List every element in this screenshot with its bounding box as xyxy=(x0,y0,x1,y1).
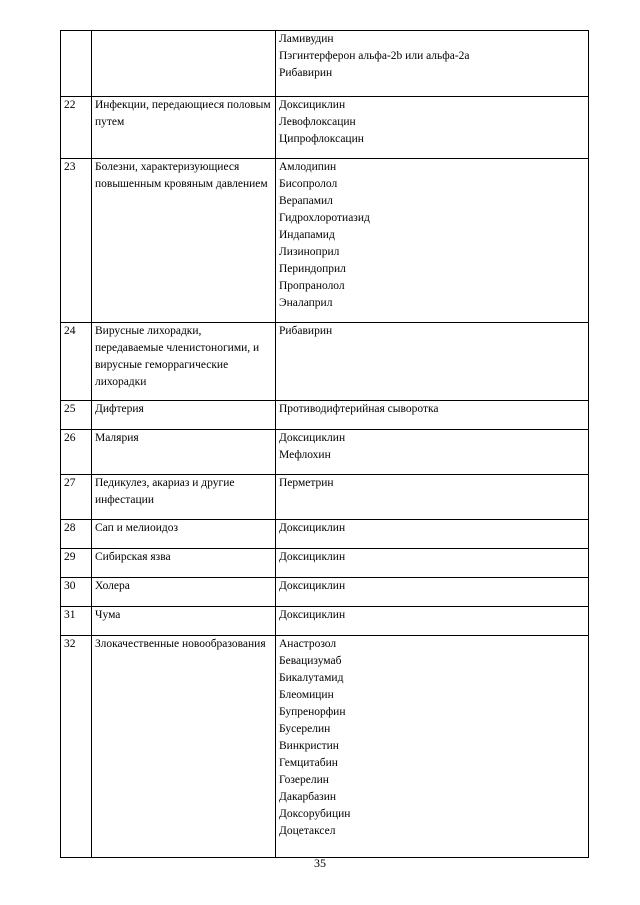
drug-name: Противодифтерийная сыворотка xyxy=(279,403,439,415)
disease-cell xyxy=(92,636,276,858)
drugs-cell xyxy=(276,636,589,858)
row-number: 28 xyxy=(64,522,76,534)
drug-name: Доксициклин xyxy=(279,609,346,621)
table-row xyxy=(61,401,589,430)
drug-name: Доксициклин xyxy=(279,580,346,592)
row-number-cell xyxy=(61,401,92,430)
drugs-cell xyxy=(276,323,589,401)
row-number: 31 xyxy=(64,609,76,621)
disease-name: Сап и мелиоидоз xyxy=(95,522,179,534)
disease-cell xyxy=(92,520,276,549)
drug-name: Ламивудин xyxy=(279,33,334,45)
disease-name: Сибирская язва xyxy=(95,551,171,563)
row-number: 23 xyxy=(64,161,76,173)
table-row xyxy=(61,97,589,159)
row-number-cell xyxy=(61,549,92,578)
drug-name: Лизиноприл xyxy=(279,246,340,258)
drug-name: Мефлохин xyxy=(279,449,331,461)
drugs-cell xyxy=(276,31,589,97)
row-number: 30 xyxy=(64,580,76,592)
drugs-cell xyxy=(276,578,589,607)
drug-name: Перметрин xyxy=(279,477,334,489)
disease-cell xyxy=(92,549,276,578)
drug-name: Гемцитабин xyxy=(279,757,338,769)
row-number: 26 xyxy=(64,432,76,444)
disease-name: Педикулез, акариаз и другие инфестации xyxy=(95,477,235,506)
drug-table xyxy=(60,30,589,858)
drug-name: Анастрозол xyxy=(279,638,337,650)
row-number: 24 xyxy=(64,325,76,337)
drug-name: Доксициклин xyxy=(279,99,346,111)
drug-name: Бевацизумаб xyxy=(279,655,342,667)
drug-name: Рибавирин xyxy=(279,325,333,337)
row-number-cell xyxy=(61,430,92,475)
drug-name: Индапамид xyxy=(279,229,335,241)
drug-name: Амлодипин xyxy=(279,161,337,173)
drugs-cell xyxy=(276,97,589,159)
drug-name: Бисопролол xyxy=(279,178,338,190)
table-row xyxy=(61,159,589,323)
drug-name: Доксициклин xyxy=(279,432,346,444)
drugs-cell xyxy=(276,607,589,636)
disease-name: Вирусные лихорадки, передаваемые членистоногими, и вирусные геморрагические лихорадки xyxy=(95,325,260,388)
table-row xyxy=(61,31,589,97)
row-number: 27 xyxy=(64,477,76,489)
drug-name: Бупренорфин xyxy=(279,706,346,718)
drug-name: Пропранолол xyxy=(279,280,345,292)
drug-name: Гозерелин xyxy=(279,774,329,786)
table-row xyxy=(61,578,589,607)
page-number: 35 xyxy=(314,856,326,870)
drugs-cell xyxy=(276,520,589,549)
drug-name: Верапамил xyxy=(279,195,333,207)
row-number-cell xyxy=(61,323,92,401)
drug-name: Доксициклин xyxy=(279,522,346,534)
row-number: 29 xyxy=(64,551,76,563)
drug-name: Доксорубицин xyxy=(279,808,351,820)
row-number-cell xyxy=(61,97,92,159)
row-number-cell xyxy=(61,607,92,636)
disease-cell xyxy=(92,159,276,323)
drug-name: Периндоприл xyxy=(279,263,346,275)
drug-name: Блеомицин xyxy=(279,689,334,701)
table-row xyxy=(61,430,589,475)
table-row xyxy=(61,607,589,636)
row-number-cell xyxy=(61,636,92,858)
disease-name: Инфекции, передающиеся половым путем xyxy=(95,99,271,128)
row-number: 22 xyxy=(64,99,76,111)
disease-name: Малярия xyxy=(95,432,139,444)
drug-name: Рибавирин xyxy=(279,67,333,79)
disease-cell xyxy=(92,31,276,97)
row-number-cell xyxy=(61,578,92,607)
drugs-cell xyxy=(276,475,589,520)
disease-cell xyxy=(92,607,276,636)
disease-cell xyxy=(92,578,276,607)
drug-name: Эналаприл xyxy=(279,297,333,309)
drug-name: Бикалутамид xyxy=(279,672,344,684)
disease-name: Болезни, характеризующиеся повышенным кровяным давлением xyxy=(95,161,268,190)
disease-name: Дифтерия xyxy=(95,403,144,415)
drug-name: Доцетаксел xyxy=(279,825,336,837)
table-row xyxy=(61,520,589,549)
drugs-cell xyxy=(276,401,589,430)
drug-name: Доксициклин xyxy=(279,551,346,563)
table-row xyxy=(61,636,589,858)
disease-name: Чума xyxy=(95,609,121,621)
drug-name: Бусерелин xyxy=(279,723,331,735)
drug-name: Левофлоксацин xyxy=(279,116,356,128)
table-body xyxy=(61,31,589,858)
drug-name: Пэгинтерферон альфа-2b или альфа-2а xyxy=(279,50,470,62)
disease-cell xyxy=(92,475,276,520)
drugs-cell xyxy=(276,549,589,578)
drugs-cell xyxy=(276,430,589,475)
table-row xyxy=(61,549,589,578)
disease-name: Холера xyxy=(95,580,130,592)
drug-name: Ципрофлоксацин xyxy=(279,133,364,145)
row-number-cell xyxy=(61,31,92,97)
table-row xyxy=(61,323,589,401)
drug-name: Винкристин xyxy=(279,740,339,752)
disease-cell xyxy=(92,97,276,159)
drugs-cell xyxy=(276,159,589,323)
row-number-cell xyxy=(61,475,92,520)
disease-name: Злокачественные новообразования xyxy=(95,638,266,650)
row-number: 25 xyxy=(64,403,76,415)
row-number: 32 xyxy=(64,638,76,650)
row-number-cell xyxy=(61,159,92,323)
disease-cell xyxy=(92,401,276,430)
disease-cell xyxy=(92,430,276,475)
row-number-cell xyxy=(61,520,92,549)
drug-name: Дакарбазин xyxy=(279,791,337,803)
table-row xyxy=(61,475,589,520)
drug-name: Гидрохлоротиазид xyxy=(279,212,370,224)
disease-cell xyxy=(92,323,276,401)
